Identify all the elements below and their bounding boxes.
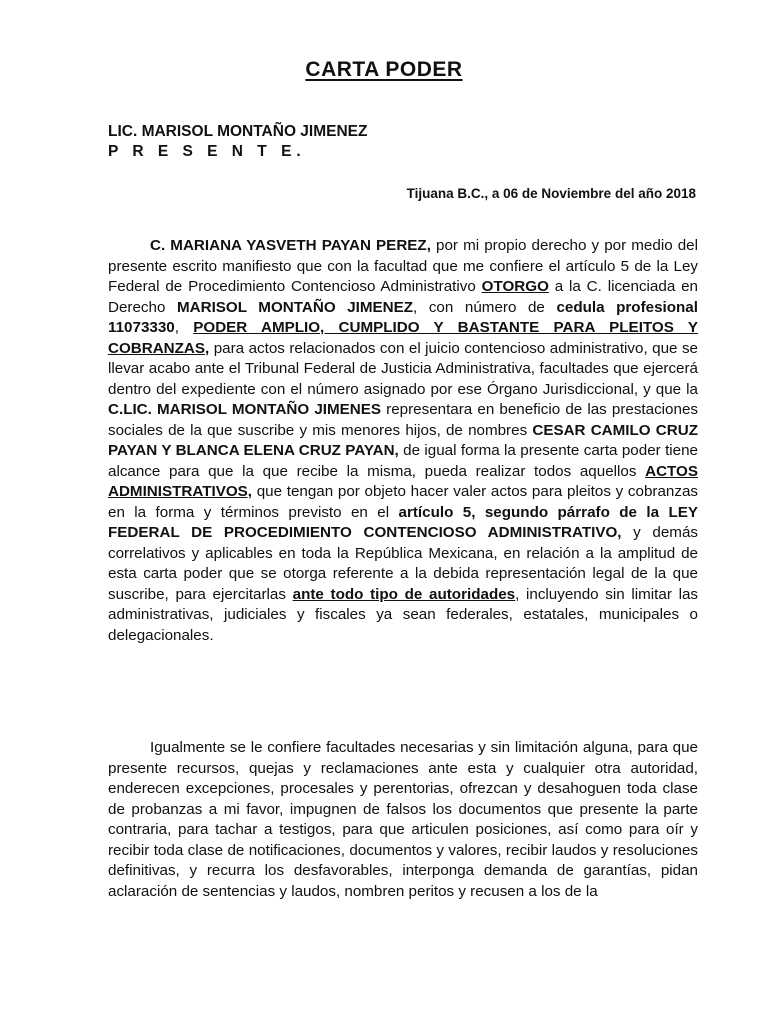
text-segment: representara en beneficio de las prestaciones sociales de la que suscribe y mis menores hijos, de nombres <box>108 401 698 439</box>
law-article-reference: artículo 5, segundo párrafo de la LEY FEDERAL DE PROCEDIMIENTO CONTENCIOSO ADMINISTRATIVO, <box>108 503 699 541</box>
children-names: CESAR CAMILO CRUZ PAYAN Y BLANCA ELENA CRUZ PAYAN, <box>108 421 698 459</box>
authorities-emphasis: ante todo tipo de autoridades <box>292 585 516 603</box>
text-segment: para actos relacionados con el juicio contencioso administrativo, que se llevar acabo ante el Tribunal Federal de Justicia Administrativa, facultades que ejercerá dentro del expediente con el número asignado por ese Órgano Jurisdiccional, y que la <box>108 339 698 398</box>
administrative-acts-emphasis: ACTOS ADMINISTRATIVOS, <box>108 462 698 500</box>
text-segment: y demás correlativos y aplicables en toda la República Mexicana, en relación a la amplitud de esta carta poder que se otorga referente a la debida representación legal de la que suscribe, para ejercitarlas <box>108 524 698 603</box>
text-segment: , con número de <box>413 298 557 316</box>
text-segment: , incluyendo sin limitar las administrativas, judiciales y fiscales ya sean federales, estatales, municipales o delegacionales. <box>108 585 698 644</box>
otorgo-emphasis: OTORGO <box>481 278 549 295</box>
addressee-name: LIC. MARISOL MONTAÑO JIMENEZ <box>108 123 368 140</box>
paragraph-faculties: Igualmente se le confiere facultades necesarias y sin limitación alguna, para que presente recursos, quejas y reclamaciones ante esta y cualquier otra autoridad, enderecen excepciones, procesales y perentorias, ofrezcan y desahoguen toda clase de probanzas a mi favor, impugnen de falsos los documentos que presente la parte contraria, para tachar a testigos, para que articulen posiciones, así como para oír y recibir toda clase de notificaciones, documentos y valores, recibir laudos y resoluciones definitivas, y recurra los desfavorables, interponga demanda de garantías, pidan aclaración de sentencias y laudos, nombren peritos y recusen a los de la <box>108 739 698 900</box>
addressee-presente: P R E S E N T E. <box>108 143 306 160</box>
grantor-name: C. MARIANA YASVETH PAYAN PEREZ, <box>150 237 431 254</box>
professional-license: cedula profesional 11073330 <box>108 298 698 336</box>
text-segment: por mi propio derecho y por medio del presente escrito manifiesto que con la facultad que me confiere el artículo 5 de la Ley Federal de Procedimiento Contencioso Administrativo <box>108 237 699 295</box>
addressee-block <box>108 122 367 162</box>
grantee-name: MARISOL MONTAÑO JIMENEZ <box>176 298 414 316</box>
document-title: CARTA PODER <box>305 58 463 81</box>
grantee-name-repeat: C.LIC. MARISOL MONTAÑO JIMENES <box>108 401 382 418</box>
power-type-emphasis: PODER AMPLIO, CUMPLIDO Y BASTANTE PARA PLEITOS Y COBRANZAS, <box>108 319 698 357</box>
place-and-date: Tijuana B.C., a 06 de Noviembre del año 2018 <box>406 186 696 201</box>
text-segment: a la C. licenciada en Derecho <box>108 278 698 316</box>
paragraph-grant-of-power <box>108 236 698 646</box>
text-segment: de igual forma la presente carta poder tiene alcance para que la que recibe la misma, pueda realizar todos aquellos <box>108 442 698 480</box>
text-segment: que tengan por objeto hacer valer actos para pleitos y cobranzas en la forma y términos previsto en el <box>108 483 698 521</box>
text-segment: , <box>174 319 194 336</box>
